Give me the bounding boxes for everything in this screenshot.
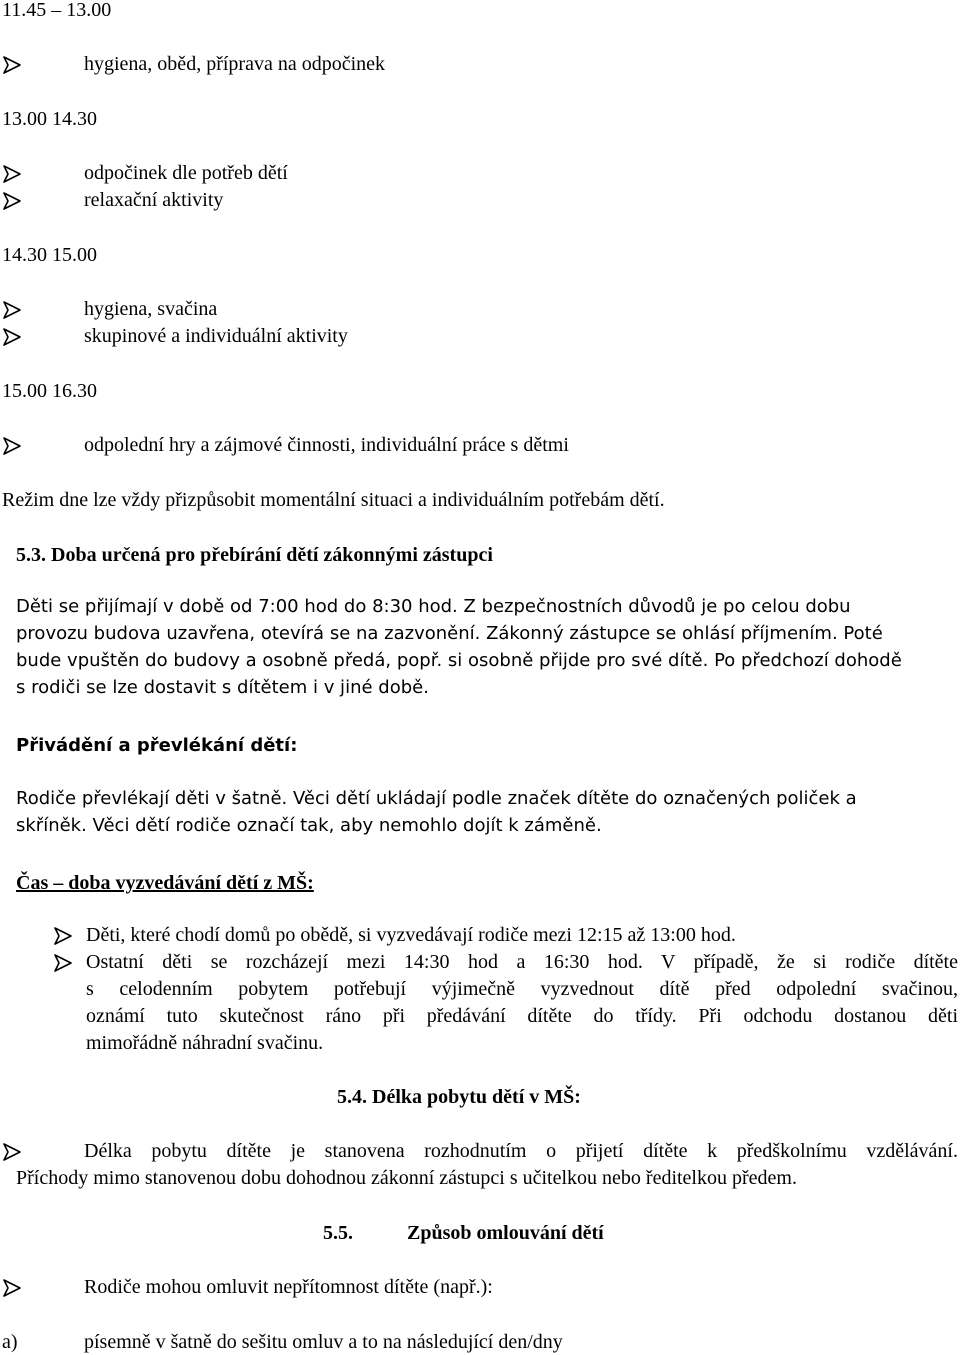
schedule-item: odpočinek dle potřeb dětí xyxy=(84,162,288,184)
schedule-time: 14.30 15.00 xyxy=(2,244,97,266)
schedule-item: hygiena, svačina xyxy=(84,298,218,320)
schedule-item: odpolední hry a zájmové činnosti, individuální práce s dětmi xyxy=(84,434,569,456)
schedule-note: Režim dne lze vždy přizpůsobit momentální situaci a individuálním potřebám dětí. xyxy=(2,489,665,511)
list-item: Děti, které chodí domů po obědě, si vyzvedávají rodiče mezi 12:15 až 13:00 hod. xyxy=(86,924,736,946)
paragraph-line: Rodiče převlékají děti v šatně. Věci dětí ukládají podle značek dítěte do označených poliček a xyxy=(16,788,857,809)
paragraph-line: s rodiči se lze dostavit s dítětem i v jiné době. xyxy=(16,677,429,698)
schedule-time: 11.45 – 13.00 xyxy=(2,0,112,21)
list-item-line: s celodenním pobytem potřebují výjimečně vyzvednout dítě před odpolední svačinou, xyxy=(86,978,958,1000)
list-item-line: Ostatní děti se rozcházejí mezi 14:30 hod a 16:30 hod. V případě, že si rodiče dítěte xyxy=(86,951,958,973)
section-number-5-5: 5.5. xyxy=(323,1222,353,1244)
list-item-line: mimořádně náhradní svačinu. xyxy=(86,1032,324,1054)
paragraph-line: bude vpuštěn do budovy a osobně předá, popř. si osobně přijde pro své dítě. Po předchozí dohodě xyxy=(16,650,902,671)
arrow-bullet-icon xyxy=(53,926,73,946)
arrow-bullet-icon xyxy=(2,191,22,211)
arrow-bullet-icon xyxy=(2,1142,22,1162)
schedule-item: hygiena, oběd, příprava na odpočinek xyxy=(84,53,386,75)
arrow-bullet-icon xyxy=(2,300,22,320)
schedule-item: relaxační aktivity xyxy=(84,189,224,211)
arrow-bullet-icon xyxy=(2,164,22,184)
section-title-5-5: Způsob omlouvání dětí xyxy=(407,1222,604,1244)
list-item: písemně v šatně do sešitu omluv a to na následující den/dny xyxy=(84,1331,563,1353)
arrow-bullet-icon xyxy=(2,327,22,347)
paragraph-line: provozu budova uzavřena, otevírá se na zazvonění. Zákonný zástupce se ohlásí příjmením. Poté xyxy=(16,623,883,644)
subheading-vyzvedavani: Čas – doba vyzvedávání dětí z MŠ: xyxy=(16,872,314,894)
list-item-line: oznámí tuto skutečnost ráno při předávání dítěte do třídy. Při odchodu dostanou děti xyxy=(86,1005,958,1027)
arrow-bullet-icon xyxy=(2,1278,22,1298)
schedule-time: 13.00 14.30 xyxy=(2,108,97,130)
arrow-bullet-icon xyxy=(2,436,22,456)
list-item-line: Délka pobytu dítěte je stanovena rozhodnutím o přijetí dítěte k předškolnímu vzdělávání. xyxy=(84,1140,958,1162)
paragraph-line: Příchody mimo stanovenou dobu dohodnou zákonní zástupci s učitelkou nebo ředitelkou předem. xyxy=(16,1167,797,1189)
arrow-bullet-icon xyxy=(53,953,73,973)
schedule-item: skupinové a individuální aktivity xyxy=(84,325,348,347)
schedule-time: 15.00 16.30 xyxy=(2,380,97,402)
section-heading-5-3: 5.3. Doba určená pro přebírání dětí zákonnými zástupci xyxy=(16,544,493,566)
list-item: Rodiče mohou omluvit nepřítomnost dítěte (např.): xyxy=(84,1276,493,1298)
paragraph-line: skříněk. Věci dětí rodiče označí tak, aby nemohlo dojít k záměně. xyxy=(16,815,602,836)
arrow-bullet-icon xyxy=(2,55,22,75)
list-item-marker: a) xyxy=(2,1331,18,1353)
subheading-privadeni: Přivádění a převlékání dětí: xyxy=(16,735,298,756)
section-heading-5-4: 5.4. Délka pobytu dětí v MŠ: xyxy=(337,1086,581,1108)
paragraph-line: Děti se přijímají v době od 7:00 hod do 8:30 hod. Z bezpečnostních důvodů je po celou dobu xyxy=(16,596,851,617)
